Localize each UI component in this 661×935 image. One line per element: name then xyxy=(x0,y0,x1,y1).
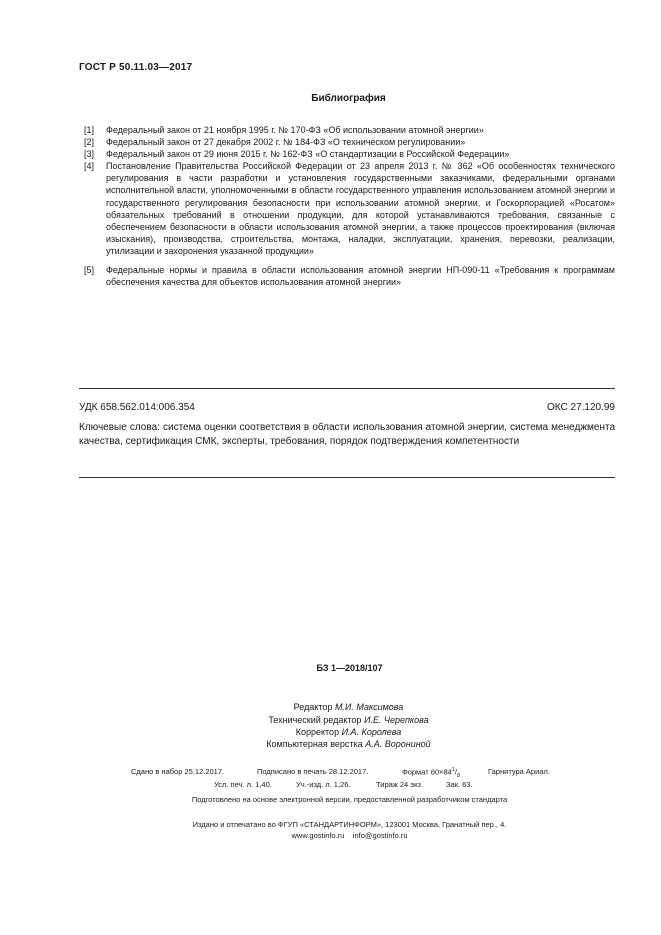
tech-editor-name: И.Е. Черепкова xyxy=(363,715,429,725)
bibliography-item-text: Федеральный закон от 27 декабря 2002 г. № 184-ФЗ «О техническом регулировании» xyxy=(106,137,466,147)
typeset-date: Сдано в набор 25.12.2017. xyxy=(131,767,225,776)
publisher-line: Издано и отпечатано во ФГУП «СТАНДАРТИНФОРМ», 123001 Москва, Гранатный пер., 4. xyxy=(192,820,507,829)
editor-name: М.И. Максимова xyxy=(334,702,404,712)
format: Формат $60\times 84^1/_8$ xyxy=(402,767,461,779)
divider-top xyxy=(79,388,615,389)
oks-code: ОКС 27.120.99 xyxy=(547,402,615,413)
bibliography-item-number: [2] xyxy=(84,137,95,147)
typeface: Гарнитура Ариал. xyxy=(488,767,550,776)
publication-sheets: Уч.-изд. л. 1,26. xyxy=(296,780,351,789)
bibliography-item-number: [3] xyxy=(84,149,95,159)
tech-editor-line xyxy=(0,715,661,725)
bibliography-item-number: [1] xyxy=(84,125,95,135)
order-number: Зак. 63. xyxy=(446,780,473,789)
bz-number: БЗ 1—2018/107 xyxy=(316,663,383,673)
bibliography-item-number: [4] xyxy=(84,161,95,171)
contacts-line xyxy=(0,831,661,840)
bibliography-item xyxy=(84,264,615,288)
layout-name: А.А. Ворониной xyxy=(365,739,431,749)
udc-code: УДК 658.562.014:006.354 xyxy=(79,402,195,413)
divider-bottom xyxy=(79,477,615,478)
bibliography-item xyxy=(84,124,615,136)
format-label: Формат 60×84 xyxy=(402,767,452,777)
bibliography-item-number: [5] xyxy=(84,265,95,275)
bibliography-title: Библиография xyxy=(311,93,386,104)
email: info@gostinfo.ru xyxy=(352,831,408,840)
keywords: Ключевые слова: система оценки соответствия в области использования атомной энергии, система менеджмента качества, сертификация СМК, эксперты, требования, порядок подтверждения компетентности xyxy=(79,422,615,447)
layout-role: Компьютерная верстка xyxy=(266,739,363,749)
editor-line xyxy=(0,702,661,712)
tech-editor-role: Технический редактор xyxy=(268,715,362,725)
bibliography-item-text: Федеральный закон от 29 июня 2015 г. № 162-ФЗ «О стандартизации в Российской Федерации» xyxy=(106,149,510,159)
bibliography-item xyxy=(84,136,615,148)
signed-date: Подписано в печать 28.12.2017. xyxy=(257,767,369,776)
bibliography-item-text: Постановление Правительства Российской Федерации от 23 апреля 2013 г. № 362 «Об особенностях технического регулирования в части разработки и установления государственными заказчиками, федеральными органами исполнительной власти, уполномоченными в области государственного управления использованием атомной энергии и государственного регулирования безопасности при использовании атомной энергии, и Госкорпорацией «Росатом» обязательных требований в отношении продукции, для которой устанавливаются требования, связанные с обеспечением безопасности в области использования атомной энергии, а также процессов проектирования (включая изыскания), производства, строительства, монтажа, наладки, эксплуатации, хранения, перевозки, реализации, утилизации и захоронения указанной продукции» xyxy=(106,161,615,257)
bibliography-item-text: Федеральный закон от 21 ноября 1995 г. № 170-ФЗ «Об использовании атомной энергии» xyxy=(106,125,484,135)
prepared-note: Подготовлено на основе электронной версии, предоставленной разработчиком стандарта xyxy=(191,795,508,804)
document-id: ГОСТ Р 50.11.03—2017 xyxy=(79,62,193,73)
website: www.gostinfo.ru xyxy=(291,831,345,840)
format-numerator: 1 xyxy=(451,767,455,773)
bibliography-item xyxy=(84,148,615,160)
print-run: Тираж 24 экз. xyxy=(376,780,424,789)
corrector-line xyxy=(0,727,661,737)
print-sheets: Усл. печ. л. 1,40. xyxy=(214,780,272,789)
corrector-role: Корректор xyxy=(295,727,340,737)
bibliography-item-text: Федеральные нормы и правила в области использования атомной энергии НП-090-11 «Требования к программам обеспечения качества для объектов использования атомной энергии» xyxy=(106,265,615,288)
corrector-name: И.А. Королева xyxy=(341,727,402,737)
bibliography-item xyxy=(84,160,615,258)
editor-role: Редактор xyxy=(293,702,333,712)
layout-line xyxy=(0,739,661,749)
format-denominator: 8 xyxy=(456,773,461,779)
